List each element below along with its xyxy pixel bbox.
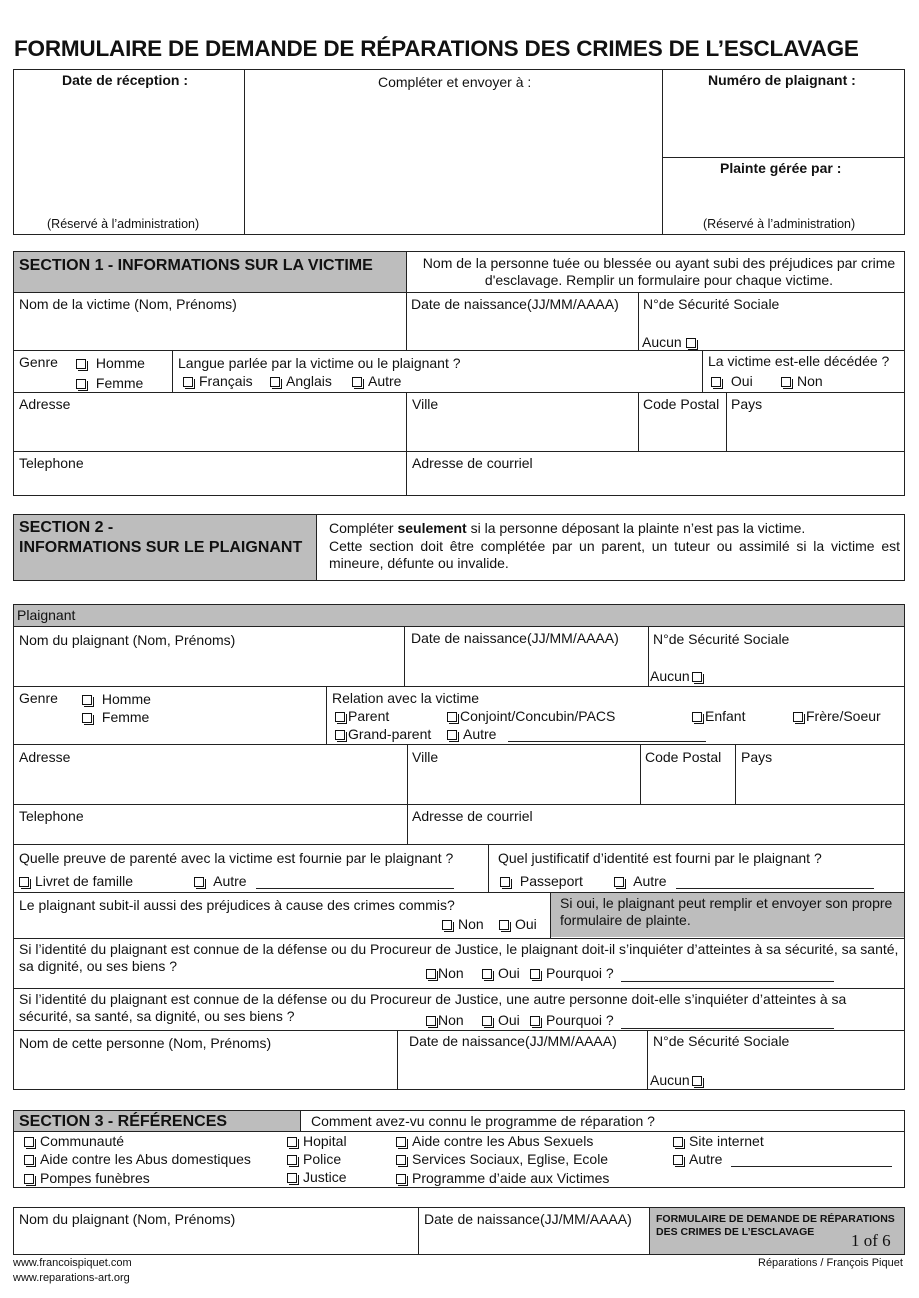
safety-question-2: Si l’identité du plaignant est connue de la défense ou du Procureur de Justice, une autre personne doit-elle s’inquiéter d’atteintes à sa sécurité, sa santé, sa dignité, ou ses biens ? <box>19 991 847 1024</box>
section2-heading: SECTION 2 - <box>19 519 114 536</box>
ref-community-option[interactable]: Communauté <box>24 1133 124 1150</box>
complainant-ssn-none-option[interactable]: Aucun <box>650 668 708 685</box>
victim-gender-label: Genre <box>19 354 58 370</box>
checkbox[interactable] <box>426 1016 436 1026</box>
victim-birthdate-label: Date de naissance(JJ/MM/AAAA) <box>411 296 619 312</box>
relation-label: Relation avec la victime <box>332 690 480 706</box>
complainant-gender-label: Genre <box>19 690 58 706</box>
checkbox[interactable] <box>530 969 540 979</box>
checkbox[interactable] <box>692 1076 702 1086</box>
harm-no-option[interactable]: Non <box>442 916 484 933</box>
victim-email-label: Adresse de courriel <box>412 455 533 471</box>
victim-deceased-no-option[interactable]: Non <box>781 373 823 390</box>
complainant-phone-label: Telephone <box>19 808 84 824</box>
ref-other-option[interactable]: Autre <box>673 1151 722 1168</box>
safety1-why-option[interactable]: Pourquoi ? <box>530 965 614 982</box>
checkbox[interactable] <box>500 877 510 887</box>
checkbox[interactable] <box>482 1016 492 1026</box>
victim-language-label: Langue parlée par la victime ou le plaignant ? <box>178 355 461 371</box>
checkbox[interactable] <box>352 377 362 387</box>
checkbox[interactable] <box>530 1016 540 1026</box>
checkbox[interactable] <box>426 969 436 979</box>
reception-date-label: Date de réception : <box>62 72 189 88</box>
section3-heading: SECTION 3 - RÉFÉRENCES <box>19 1113 228 1130</box>
checkbox[interactable] <box>19 877 29 887</box>
safety2-no-option[interactable]: Non <box>426 1012 464 1029</box>
website-link[interactable]: www.reparations-art.org <box>13 1272 130 1284</box>
victim-language-other-option[interactable]: Autre <box>352 373 401 390</box>
id-other-field[interactable] <box>676 888 874 889</box>
footer-name-label: Nom du plaignant (Nom, Prénoms) <box>19 1211 236 1227</box>
page-number: 1 of 6 <box>851 1231 891 1250</box>
checkbox[interactable] <box>447 730 457 740</box>
kinship-other-field[interactable] <box>256 888 454 889</box>
ref-domestic-abuse-option[interactable]: Aide contre les Abus domestiques <box>24 1151 251 1168</box>
checkbox[interactable] <box>194 877 204 887</box>
harm-yes-option[interactable]: Oui <box>499 916 537 933</box>
checkbox[interactable] <box>24 1137 34 1147</box>
victim-country-label: Pays <box>731 396 763 412</box>
section2-note: Compléter seulement si la personne déposant la plainte n’est pas la victime. <box>329 520 806 536</box>
checkbox[interactable] <box>447 712 457 722</box>
complainant-bar: Plaignant <box>17 607 76 623</box>
relation-sibling-option[interactable]: Frère/Soeur <box>793 708 881 725</box>
kinship-livret-option[interactable]: Livret de famille <box>19 873 133 890</box>
harm-note: Si oui, le plaignant peut remplir et envoyer son propre formulaire de plainte. <box>560 895 893 928</box>
checkbox[interactable] <box>76 359 86 369</box>
safety2-why-option[interactable]: Pourquoi ? <box>530 1012 614 1029</box>
victim-language-french-option[interactable]: Français <box>183 373 253 390</box>
checkbox[interactable] <box>76 379 86 389</box>
relation-other-option[interactable]: Autre <box>447 726 496 743</box>
complainant-number-label: Numéro de plaignant : <box>708 72 856 88</box>
complainant-gender-female-option[interactable]: Femme <box>82 709 149 726</box>
checkbox[interactable] <box>287 1155 297 1165</box>
id-passport-option[interactable]: Passeport <box>500 873 583 890</box>
credit-text: Réparations / François Piquet <box>758 1257 903 1269</box>
ref-victims-program-option[interactable]: Programme d’aide aux Victimes <box>396 1170 609 1187</box>
checkbox[interactable] <box>82 713 92 723</box>
checkbox[interactable] <box>442 920 452 930</box>
checkbox[interactable] <box>24 1155 34 1165</box>
victim-language-english-option[interactable]: Anglais <box>270 373 332 390</box>
relation-spouse-option[interactable]: Conjoint/Concubin/PACS <box>447 708 615 725</box>
checkbox[interactable] <box>692 712 702 722</box>
admin-note: (Réservé à l’administration) <box>47 217 200 231</box>
victim-phone-label: Telephone <box>19 455 84 471</box>
checkbox[interactable] <box>614 877 624 887</box>
checkbox[interactable] <box>793 712 803 722</box>
other-person-ssn-label: N°de Sécurité Sociale <box>653 1033 790 1049</box>
checkbox[interactable] <box>396 1174 406 1184</box>
relation-other-field[interactable] <box>508 741 706 742</box>
kinship-question: Quelle preuve de parenté avec la victime est fournie par le plaignant ? <box>19 850 454 866</box>
victim-ssn-none-option[interactable]: Aucun <box>642 334 702 351</box>
kinship-other-option[interactable]: Autre <box>194 873 247 890</box>
safety1-no-option[interactable]: Non <box>426 965 464 982</box>
safety2-why-field[interactable] <box>621 1028 834 1029</box>
relation-grandparent-option[interactable]: Grand-parent <box>335 726 431 743</box>
harm-question: Le plaignant subit-il aussi des préjudices à cause des crimes commis? <box>19 897 455 913</box>
checkbox[interactable] <box>673 1137 683 1147</box>
other-person-name-label: Nom de cette personne (Nom, Prénoms) <box>19 1035 272 1051</box>
footer-form-title: FORMULAIRE DE DEMANDE DE RÉPARATIONS DES CRIMES DE L’ESCLAVAGE <box>656 1213 895 1238</box>
checkbox[interactable] <box>82 695 92 705</box>
ref-social-services-option[interactable]: Services Sociaux, Eglise, Ecole <box>396 1151 608 1168</box>
checkbox[interactable] <box>482 969 492 979</box>
page-title: FORMULAIRE DE DEMANDE DE RÉPARATIONS DES CRIMES DE L’ESCLAVAGE <box>14 36 859 61</box>
checkbox[interactable] <box>711 377 721 387</box>
section2-heading: INFORMATIONS SUR LE PLAIGNANT <box>19 539 303 556</box>
checkbox[interactable] <box>673 1155 683 1165</box>
safety-question-1: Si l’identité du plaignant est connue de la défense ou du Procureur de Justice, le plaignant doit-il s’inquiéter d’atteintes à sa sécurité, sa santé, sa dignité, ou ses biens ? <box>19 941 899 974</box>
victim-city-label: Ville <box>412 396 439 412</box>
ref-police-option[interactable]: Police <box>287 1151 341 1168</box>
complainant-city-label: Ville <box>412 749 439 765</box>
checkbox[interactable] <box>287 1173 297 1183</box>
send-to-label: Compléter et envoyer à : <box>378 74 532 90</box>
victim-postal-label: Code Postal <box>643 396 720 412</box>
managed-by-label: Plainte gérée par : <box>720 160 842 176</box>
complainant-country-label: Pays <box>741 749 773 765</box>
victim-gender-male-option[interactable]: Homme <box>76 355 145 372</box>
victim-gender-female-option[interactable]: Femme <box>76 375 143 392</box>
checkbox[interactable] <box>686 338 696 348</box>
complainant-ssn-label: N°de Sécurité Sociale <box>653 631 790 647</box>
ref-hospital-option[interactable]: Hopital <box>287 1133 347 1150</box>
checkbox[interactable] <box>335 730 345 740</box>
section2-note-detail: Cette section doit être complétée par un parent, un tuteur ou assimilé si la victime est mineure, défunte ou invalide. <box>329 538 900 571</box>
relation-child-option[interactable]: Enfant <box>692 708 745 725</box>
checkbox[interactable] <box>396 1137 406 1147</box>
checkbox[interactable] <box>396 1155 406 1165</box>
victim-deceased-label: La victime est-elle décédée ? <box>708 353 890 369</box>
checkbox[interactable] <box>781 377 791 387</box>
checkbox[interactable] <box>183 377 193 387</box>
complainant-birthdate-label: Date de naissance(JJ/MM/AAAA) <box>411 630 619 646</box>
other-person-ssn-none-option[interactable]: Aucun <box>650 1072 708 1089</box>
safety1-why-field[interactable] <box>621 981 834 982</box>
ref-justice-option[interactable]: Justice <box>287 1169 347 1186</box>
ref-other-field[interactable] <box>731 1166 892 1167</box>
website-link[interactable]: www.francoispiquet.com <box>13 1257 132 1269</box>
checkbox[interactable] <box>287 1137 297 1147</box>
section1-heading: SECTION 1 - INFORMATIONS SUR LA VICTIME <box>19 257 373 274</box>
section1-note: Nom de la personne tuée ou blessée ou ayant subi des préjudices par crime d'esclavage. Remplir un formulaire pour chaque victime. <box>422 255 896 288</box>
section3-question: Comment avez-vu connu le programme de réparation ? <box>311 1113 655 1129</box>
complainant-postal-label: Code Postal <box>645 749 722 765</box>
complainant-gender-male-option[interactable]: Homme <box>82 691 151 708</box>
safety1-yes-option[interactable]: Oui <box>482 965 520 982</box>
checkbox[interactable] <box>270 377 280 387</box>
other-person-birthdate-label: Date de naissance(JJ/MM/AAAA) <box>409 1033 617 1049</box>
admin-header-box <box>13 69 905 235</box>
complainant-address-label: Adresse <box>19 749 71 765</box>
checkbox[interactable] <box>24 1174 34 1184</box>
id-question: Quel justificatif d’identité est fourni par le plaignant ? <box>498 850 822 866</box>
footer-birthdate-label: Date de naissance(JJ/MM/AAAA) <box>424 1211 632 1227</box>
id-other-option[interactable]: Autre <box>614 873 667 890</box>
ref-website-option[interactable]: Site internet <box>673 1133 764 1150</box>
checkbox[interactable] <box>499 920 509 930</box>
ref-funeral-option[interactable]: Pompes funèbres <box>24 1170 150 1187</box>
complainant-email-label: Adresse de courriel <box>412 808 533 824</box>
checkbox[interactable] <box>335 712 345 722</box>
safety2-yes-option[interactable]: Oui <box>482 1012 520 1029</box>
admin-note: (Réservé à l’administration) <box>703 217 856 231</box>
relation-parent-option[interactable]: Parent <box>335 708 389 725</box>
victim-address-label: Adresse <box>19 396 71 412</box>
ref-sexual-abuse-option[interactable]: Aide contre les Abus Sexuels <box>396 1133 593 1150</box>
checkbox[interactable] <box>692 672 702 682</box>
complainant-name-label: Nom du plaignant (Nom, Prénoms) <box>19 632 236 648</box>
victim-deceased-yes-option[interactable]: Oui <box>711 373 753 390</box>
victim-ssn-label: N°de Sécurité Sociale <box>643 296 780 312</box>
victim-name-label: Nom de la victime (Nom, Prénoms) <box>19 296 237 312</box>
